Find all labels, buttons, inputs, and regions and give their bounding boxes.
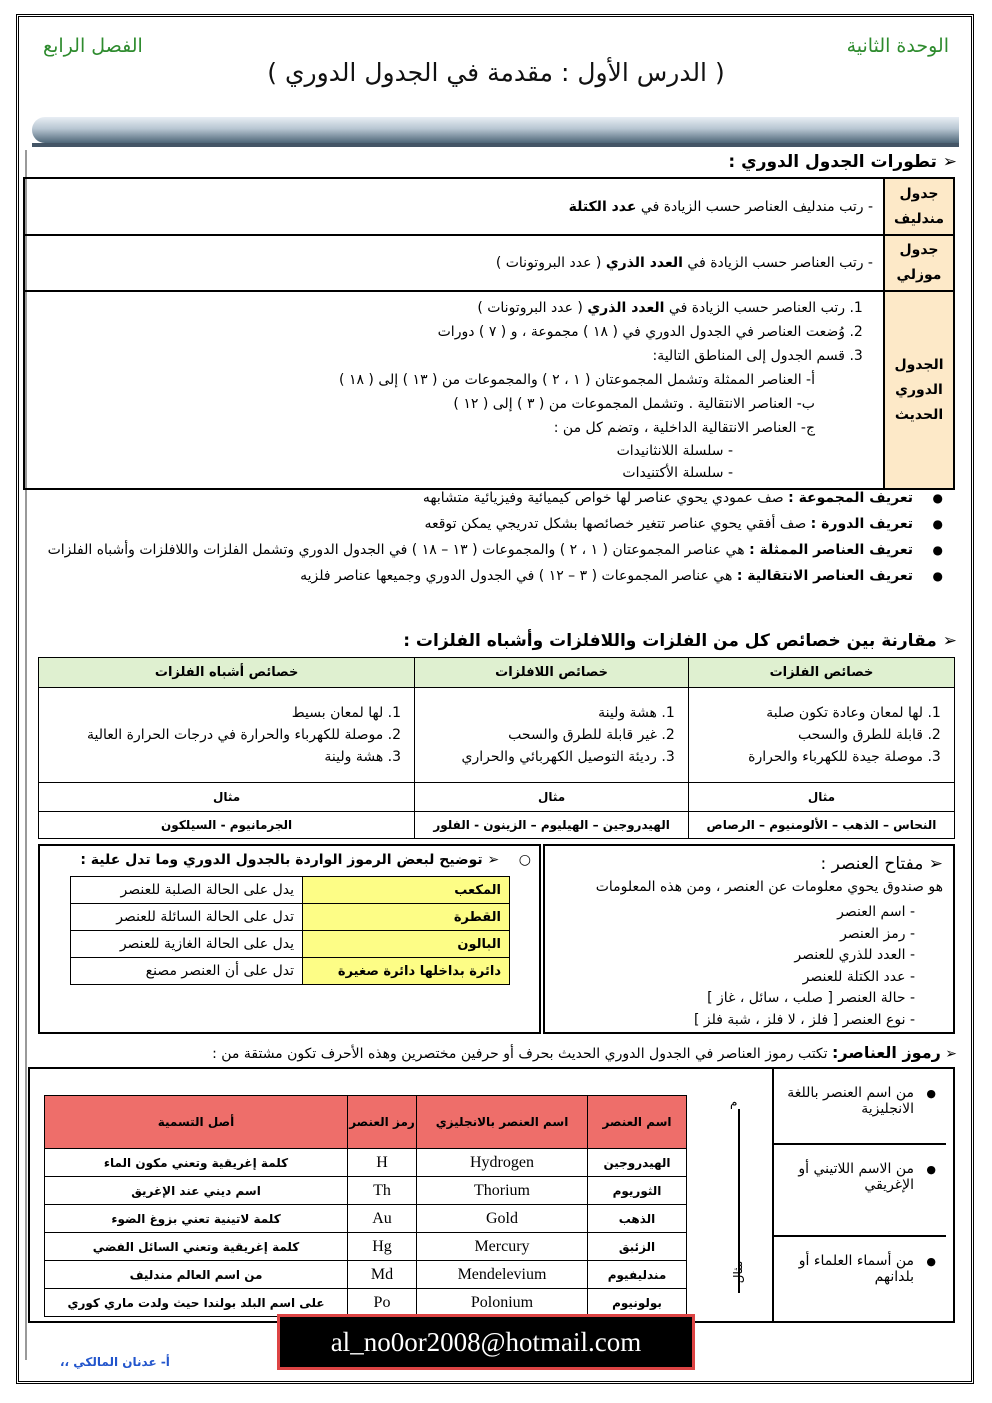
modern-sublist	[35, 368, 845, 440]
key-item: - العدد للذري للعنصر	[794, 947, 915, 963]
symbol-sources	[774, 1069, 946, 1321]
col-english-name: اسم العنصر بالانجليزي	[417, 1096, 588, 1149]
definitions-list	[40, 485, 945, 589]
symbol-shape: القطرة	[303, 904, 510, 931]
cell-origin: كلمة إغريقية وتعني مكون الماء	[45, 1149, 348, 1177]
metals-header: خصائص الفلزات	[688, 658, 954, 688]
definition-text: هي عناصر المجموعتان ( ١ ، ٢ ) والمجموعات ( ١٣ – ١٨ ) في الجدول الدوري وتشمل الفلزات واللافلزات وأشباه الفلزات	[47, 542, 745, 558]
moseley-bold: العدد الذري	[605, 255, 683, 271]
definition-transition	[40, 563, 945, 589]
metalloids-cell	[39, 688, 415, 783]
element-key-box	[543, 844, 955, 1034]
modern-a: أ- العناصر الممثلة وتشمل المجموعتان ( ١ ، ٢ ) والمجموعات من ( ١٣ ) إلى ( ١٨ )	[339, 372, 815, 388]
chapter-title: الفصل الرابع	[43, 35, 143, 57]
nonmetals-prop: 2. غير قابلة للطرق والسحب	[416, 724, 657, 746]
symbol-meaning: يدل على الحالة الغازية للعنصر	[71, 931, 303, 958]
mendeleev-text: - رتب مندليف العناصر حسب الزيادة في	[640, 198, 873, 215]
moseley-cell	[24, 235, 884, 291]
modern-item-3	[35, 344, 845, 440]
key-item: - حالة العنصر [ صلب ، سائل ، غاز ]	[707, 990, 915, 1006]
modern-list	[35, 296, 873, 440]
definition-group	[40, 485, 945, 511]
moseley-label: جدول موزلي	[884, 235, 954, 291]
example-label: مثال	[688, 783, 954, 812]
col-symbol: رمز العنصر	[348, 1096, 417, 1149]
modern-item-1	[35, 296, 845, 320]
source-divider	[772, 1069, 774, 1321]
symbol-meaning: تدل على الحالة السائلة للعنصر	[71, 904, 303, 931]
symbol-meaning: تدل على أن العنصر مصنع	[71, 958, 303, 985]
symbols-box	[28, 1067, 955, 1323]
source-latin	[774, 1145, 946, 1237]
example-label: مثال	[415, 783, 689, 812]
col-arabic-name: اسم العنصر	[588, 1096, 687, 1149]
evolution-table	[23, 177, 955, 490]
cell-origin: كلمة لاتينية تعني بزوغ الضوء	[45, 1205, 348, 1233]
definition-text: هي عناصر المجموعات ( ٣ – ١٢ ) في الجدول الدوري وجميعها عناصر فلزيه	[300, 568, 733, 584]
cell-ar: بولونيوم	[588, 1289, 687, 1317]
symbols-table	[44, 1095, 687, 1317]
symbols-heading: ➢ رموز العناصر: تكتب رموز العناصر في الجدول الدوري الحديث بحرف أو حرفين مختصرين وهذه الأحرف تكون مشتقة من :	[212, 1043, 957, 1062]
source-scientists	[774, 1237, 946, 1321]
symbols-explain-box	[38, 844, 541, 1034]
definition-text: صف عمودي يحوي عناصر لها خواص كيميائية وفيزيائية متشابهه	[422, 490, 784, 506]
mendeleev-cell	[24, 178, 884, 235]
metals-prop: 1. لها لمعان وعادة تكون صلبة	[690, 702, 923, 724]
nonmetals-example: الهيدروجين – الهيليوم – الزينون - الفلور	[415, 812, 689, 839]
evolution-heading: ➢ تطورات الجدول الدوري :	[728, 152, 957, 172]
cell-ar: الثوريوم	[588, 1177, 687, 1205]
source-text: من أسماء العلماء أو بلدانهم	[798, 1253, 914, 1285]
cell-sym: Md	[348, 1261, 417, 1289]
table-row	[45, 1289, 687, 1317]
definition-term: تعريف العناصر الانتقالية :	[736, 568, 913, 584]
cell-ar: الزئبق	[588, 1233, 687, 1261]
moseley-text: - رتب العناصر حسب الزيادة في	[687, 255, 873, 271]
cell-origin: اسم ديني عند الإغريق	[45, 1177, 348, 1205]
cell-sym: Au	[348, 1205, 417, 1233]
modern-b: ب- العناصر الانتقالية . وتشمل المجموعات من ( ٣ ) إلى ( ١٢ )	[453, 396, 815, 412]
modern-c2: - سلسلة الأكتنيدات	[622, 465, 733, 481]
metals-prop: 3. موصلة جيدة للكهرباء والحرارة	[690, 746, 923, 768]
metalloids-example: الجرمانيوم - السيلكون	[39, 812, 415, 839]
definition-text: صف أفقي يحوي عناصر تتغير خصائصها بشكل تدريجي يمكن توقعه	[424, 516, 807, 532]
symbols-explain-heading: ○ ➢ توضيح لبعض الرموز الواردة بالجدول الدوري وما تدل علية :	[80, 852, 531, 868]
metalloids-prop: 3. هشة ولينة	[40, 746, 383, 768]
bracket-label: مثال	[731, 1260, 746, 1284]
definition-term: تعريف الدورة :	[810, 516, 913, 532]
bracket-top: م	[730, 1095, 738, 1109]
table-row	[45, 1261, 687, 1289]
table-row	[45, 1233, 687, 1261]
lesson-title: ( الدرس الأول : مقدمة في الجدول الدوري )	[267, 58, 725, 87]
modern-item-2: 2. وُضعت العناصر في الجدول الدوري في ( ١٨ ) مجموعة ، و ( ٧ ) دورات	[35, 320, 845, 344]
modern-c1: - سلسلة اللانثانيدات	[616, 443, 733, 459]
mendeleev-label: جدول مندليف	[884, 178, 954, 235]
modern-label: الجدول الدوري الحديث	[884, 291, 954, 489]
unit-title: الوحدة الثانية	[846, 35, 949, 57]
key-desc: هو صندوق يحوي معلومات عن العنصر ، ومن هذه المعلومات	[595, 879, 943, 895]
inner-transition-list	[35, 440, 873, 484]
key-item: - رمز العنصر	[840, 925, 915, 942]
metalloids-prop: 1. لها لمعان بسيط	[40, 702, 383, 724]
metals-cell	[688, 688, 954, 783]
symbols-desc: تكتب رموز العناصر في الجدول الدوري الحديث بحرف أو حرفين مختصرين وهذه الأحرف تكون مشتقة من :	[212, 1046, 828, 1062]
key-item: - اسم العنصر	[837, 904, 915, 920]
symbols-explain-title: توضيح لبعض الرموز الواردة بالجدول الدوري وما تدل علية :	[80, 852, 483, 868]
modern-3: قسم الجدول إلى المناطق التالية:	[652, 348, 845, 364]
table-row	[45, 1205, 687, 1233]
cell-en: Mercury	[417, 1233, 588, 1261]
cell-origin: كلمة إغريقية وتعني السائل الفضي	[45, 1233, 348, 1261]
cell-ar: مندليفيوم	[588, 1261, 687, 1289]
cell-sym: H	[348, 1149, 417, 1177]
definition-representative	[40, 537, 945, 563]
nonmetals-prop: 1. هشة ولينة	[416, 702, 657, 724]
cell-origin: من اسم العالم مندليف	[45, 1261, 348, 1289]
key-heading: ➢ مفتاح العنصر :	[820, 854, 943, 874]
definition-term: تعريف المجموعة :	[788, 490, 913, 506]
symbols-explain-table	[70, 876, 510, 985]
source-text: من اسم العنصر باللغة الانجليزية	[787, 1085, 914, 1117]
nonmetals-cell	[415, 688, 689, 783]
author-credit: أ- عدنان المالكي ،،	[60, 1355, 170, 1369]
key-title: مفتاح العنصر :	[820, 854, 924, 874]
example-label: مثال	[39, 783, 415, 812]
definition-term: تعريف العناصر الممثلة :	[749, 542, 913, 558]
modern-1c: ( عدد البروتونات )	[477, 300, 583, 316]
moseley-tail: ( عدد البروتونات )	[495, 255, 602, 271]
header-bar-line	[32, 143, 959, 147]
col-origin: أصل التسمية	[45, 1096, 348, 1149]
cell-ar: الهيدروجين	[588, 1149, 687, 1177]
cell-ar: الذهب	[588, 1205, 687, 1233]
cell-sym: Po	[348, 1289, 417, 1317]
cell-en: Mendelevium	[417, 1261, 588, 1289]
email-banner[interactable]: al_no0or2008@hotmail.com	[280, 1317, 692, 1367]
cell-en: Thorium	[417, 1177, 588, 1205]
cell-sym: Hg	[348, 1233, 417, 1261]
key-item: - نوع العنصر [ فلز ، لا فلز ، شبة فلز ]	[693, 1011, 915, 1028]
modern-cell	[24, 291, 884, 489]
source-english	[774, 1069, 946, 1145]
evolution-title: تطورات الجدول الدوري :	[728, 152, 937, 172]
source-text: من الاسم اللاتيني أو الإغريقي	[798, 1161, 914, 1193]
comparison-table	[38, 657, 955, 839]
metals-prop: 2. قابلة للطرق والسحب	[690, 724, 923, 746]
mendeleev-bold: عدد الكتلة	[568, 198, 637, 215]
metalloids-header: خصائص أشباه الفلزات	[39, 658, 415, 688]
metals-example: النحاس – الذهب – الألومنيوم – الرصاص	[688, 812, 954, 839]
modern-1b: العدد الذري	[587, 300, 665, 316]
nonmetals-prop: 3. رديئة التوصيل الكهربائي والحراري	[416, 746, 657, 768]
modern-c: ج- العناصر الانتقالية الداخلية ، وتضم كل من :	[553, 420, 815, 436]
cell-en: Hydrogen	[417, 1149, 588, 1177]
symbols-title: رموز العناصر:	[832, 1043, 941, 1062]
symbol-shape: البالون	[303, 931, 510, 958]
key-item: - عدد الكتلة للعنصر	[802, 968, 915, 985]
cell-origin: على اسم البلد بولندا حيث ولدت ماري كوري	[45, 1289, 348, 1317]
cell-sym: Th	[348, 1177, 417, 1205]
symbol-meaning: يدل على الحالة الصلبة للعنصر	[71, 877, 303, 904]
cell-en: Gold	[417, 1205, 588, 1233]
nonmetals-header: خصائص اللافلزات	[415, 658, 689, 688]
symbol-shape: دائرة بداخلها دائرة صغيرة	[303, 958, 510, 985]
table-row	[45, 1177, 687, 1205]
definition-period	[40, 511, 945, 537]
metalloids-prop: 2. موصلة للكهرباء والحرارة في درجات الحرارة العالية	[40, 724, 383, 746]
symbol-shape: المكعب	[303, 877, 510, 904]
comparison-title: مقارنة بين خصائص كل من الفلزات واللافلزات وأشباه الفلزات :	[403, 631, 937, 651]
header-bar	[32, 117, 959, 143]
key-items	[694, 902, 915, 1031]
table-row	[45, 1149, 687, 1177]
cell-en: Polonium	[417, 1289, 588, 1317]
comparison-heading: ➢ مقارنة بين خصائص كل من الفلزات واللافلزات وأشباه الفلزات :	[403, 631, 957, 651]
modern-1a: رتب العناصر حسب الزيادة في	[668, 300, 845, 316]
